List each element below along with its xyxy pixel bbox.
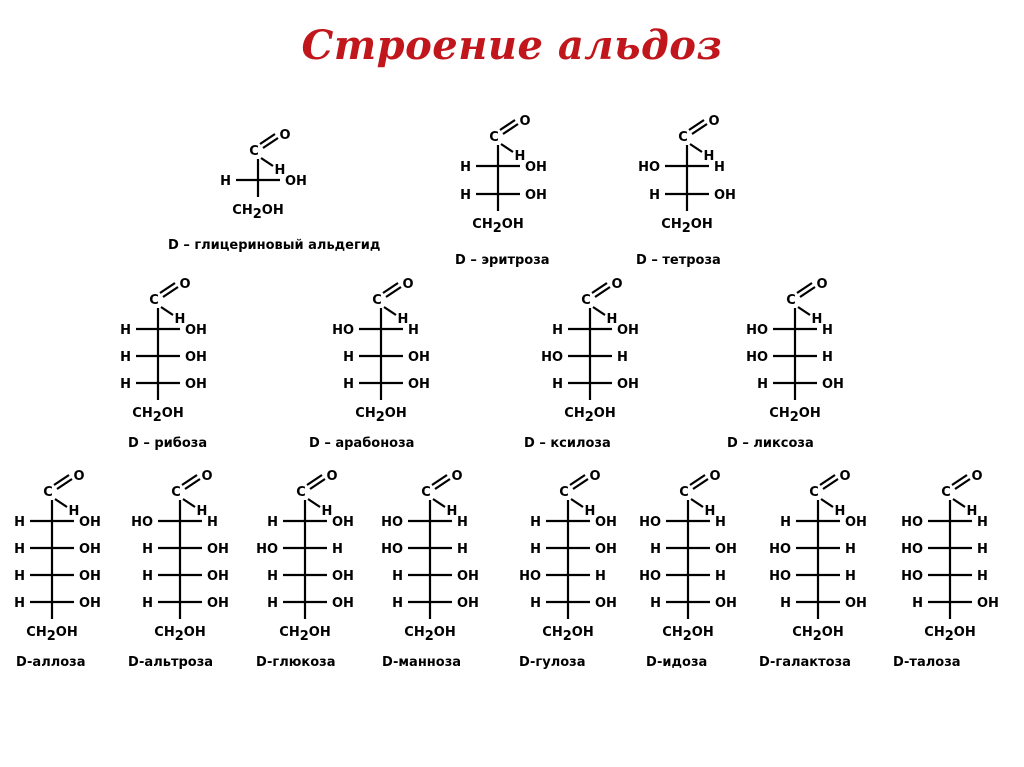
aldehyde-h-bond <box>593 307 605 315</box>
left-substituent-label: HO <box>381 515 403 530</box>
fischer-projection <box>639 469 737 670</box>
aldehyde-carbon-label: C <box>581 293 591 308</box>
molecule-caption: D-глюкоза <box>256 655 336 670</box>
aldehyde-h-bond <box>798 307 810 315</box>
aldehyde-oxygen-label: O <box>971 469 983 484</box>
right-substituent-label: OH <box>79 596 101 611</box>
right-substituent-label: OH <box>617 323 639 338</box>
right-substituent-label: H <box>408 323 419 338</box>
terminal-ch2oh-label: CH2OH <box>26 625 78 644</box>
left-substituent-label: H <box>460 160 471 175</box>
aldehyde-oxygen-label: O <box>708 114 720 129</box>
left-substituent-label: H <box>267 515 278 530</box>
aldehyde-oxygen-label: O <box>589 469 601 484</box>
aldehyde-hydrogen-label: H <box>834 504 846 519</box>
aldehyde-oxygen-label: O <box>611 277 623 292</box>
left-substituent-label: HO <box>639 515 661 530</box>
left-substituent-label: H <box>392 569 403 584</box>
molecule-caption: D – ликсоза <box>727 436 814 451</box>
aldehyde-oxygen-label: O <box>816 277 828 292</box>
right-substituent-label: H <box>457 515 468 530</box>
right-substituent-label: OH <box>332 596 354 611</box>
left-substituent-label: H <box>14 515 25 530</box>
left-substituent-label: HO <box>256 542 278 557</box>
right-substituent-label: OH <box>207 542 229 557</box>
left-substituent-label: H <box>142 569 153 584</box>
right-substituent-label: OH <box>79 515 101 530</box>
left-substituent-label: H <box>780 515 791 530</box>
right-substituent-label: OH <box>595 596 617 611</box>
terminal-ch2oh-label: CH2OH <box>662 625 714 644</box>
right-substituent-label: OH <box>845 596 867 611</box>
aldehyde-h-bond <box>691 499 703 507</box>
fischer-projection <box>128 469 229 670</box>
molecule-caption: D-альтроза <box>128 655 214 670</box>
left-substituent-label: H <box>343 377 354 392</box>
aldehyde-carbon-label: C <box>489 130 499 145</box>
aldehyde-hydrogen-label: H <box>274 163 286 178</box>
right-substituent-label: H <box>715 569 726 584</box>
left-substituent-label: H <box>530 515 541 530</box>
left-substituent-label: HO <box>746 323 768 338</box>
fischer-projection <box>727 277 844 451</box>
aldehyde-oxygen-label: O <box>201 469 213 484</box>
right-substituent-label: OH <box>408 350 430 365</box>
fischer-projection <box>519 469 617 670</box>
molecule-caption: D – эритроза <box>455 253 550 268</box>
right-substituent-label: H <box>822 350 833 365</box>
right-substituent-label: OH <box>845 515 867 530</box>
aldehyde-h-bond <box>261 158 273 166</box>
left-substituent-label: H <box>343 350 354 365</box>
right-substituent-label: OH <box>822 377 844 392</box>
right-substituent-label: OH <box>185 323 207 338</box>
fischer-projection <box>309 277 430 451</box>
right-substituent-label: H <box>977 569 988 584</box>
fischer-projection <box>168 128 380 253</box>
aldehyde-oxygen-label: O <box>839 469 851 484</box>
left-substituent-label: HO <box>332 323 354 338</box>
left-substituent-label: H <box>650 542 661 557</box>
aldehyde-carbon-label: C <box>809 485 819 500</box>
aldehyde-h-bond <box>308 499 320 507</box>
aldehyde-h-bond <box>183 499 195 507</box>
left-substituent-label: HO <box>901 515 923 530</box>
left-substituent-label: HO <box>381 542 403 557</box>
left-substituent-label: H <box>460 188 471 203</box>
aldehyde-h-bond <box>433 499 445 507</box>
left-substituent-label: HO <box>131 515 153 530</box>
molecule-caption: D-талоза <box>893 655 961 670</box>
right-substituent-label: H <box>822 323 833 338</box>
left-substituent-label: H <box>120 377 131 392</box>
aldehyde-hydrogen-label: H <box>68 504 80 519</box>
left-substituent-label: HO <box>901 569 923 584</box>
left-substituent-label: H <box>780 596 791 611</box>
left-substituent-label: HO <box>638 160 660 175</box>
aldehyde-hydrogen-label: H <box>584 504 596 519</box>
aldehyde-oxygen-label: O <box>519 114 531 129</box>
right-substituent-label: OH <box>185 350 207 365</box>
right-substituent-label: OH <box>285 174 307 189</box>
left-substituent-label: H <box>120 350 131 365</box>
left-substituent-label: H <box>757 377 768 392</box>
right-substituent-label: H <box>617 350 628 365</box>
terminal-ch2oh-label: CH2OH <box>792 625 844 644</box>
fischer-projection <box>636 114 736 268</box>
terminal-ch2oh-label: CH2OH <box>661 217 713 236</box>
aldehyde-carbon-label: C <box>171 485 181 500</box>
aldehyde-h-bond <box>501 144 513 152</box>
left-substituent-label: H <box>649 188 660 203</box>
right-substituent-label: H <box>977 542 988 557</box>
right-substituent-label: OH <box>617 377 639 392</box>
right-substituent-label: OH <box>207 569 229 584</box>
left-substituent-label: H <box>142 542 153 557</box>
terminal-ch2oh-label: CH2OH <box>132 406 184 425</box>
aldehyde-hydrogen-label: H <box>606 312 618 327</box>
aldehyde-h-bond <box>161 307 173 315</box>
molecule-caption: D – тетроза <box>636 253 721 268</box>
left-substituent-label: H <box>142 596 153 611</box>
aldehyde-hydrogen-label: H <box>174 312 186 327</box>
aldehyde-h-bond <box>55 499 67 507</box>
right-substituent-label: H <box>595 569 606 584</box>
aldehyde-oxygen-label: O <box>451 469 463 484</box>
left-substituent-label: H <box>392 596 403 611</box>
left-substituent-label: HO <box>746 350 768 365</box>
aldehyde-hydrogen-label: H <box>704 504 716 519</box>
fischer-projection <box>256 469 354 670</box>
aldehyde-hydrogen-label: H <box>703 149 715 164</box>
molecule-caption: D – глицериновый альдегид <box>168 238 381 253</box>
aldehyde-oxygen-label: O <box>179 277 191 292</box>
left-substituent-label: H <box>912 596 923 611</box>
molecule-caption: D – арабоноза <box>309 436 415 451</box>
left-substituent-label: H <box>220 174 231 189</box>
aldehyde-hydrogen-label: H <box>446 504 458 519</box>
left-substituent-label: H <box>552 323 563 338</box>
right-substituent-label: OH <box>977 596 999 611</box>
terminal-ch2oh-label: CH2OH <box>472 217 524 236</box>
right-substituent-label: OH <box>185 377 207 392</box>
terminal-ch2oh-label: CH2OH <box>404 625 456 644</box>
right-substituent-label: OH <box>525 160 547 175</box>
right-substituent-label: H <box>845 542 856 557</box>
molecule-caption: D-манноза <box>382 655 462 670</box>
left-substituent-label: HO <box>769 542 791 557</box>
aldehyde-h-bond <box>571 499 583 507</box>
right-substituent-label: OH <box>525 188 547 203</box>
aldehyde-h-bond <box>953 499 965 507</box>
right-substituent-label: H <box>207 515 218 530</box>
aldehyde-hydrogen-label: H <box>196 504 208 519</box>
aldehyde-oxygen-label: O <box>326 469 338 484</box>
left-substituent-label: HO <box>901 542 923 557</box>
left-substituent-label: HO <box>519 569 541 584</box>
left-substituent-label: H <box>14 569 25 584</box>
left-substituent-label: H <box>14 596 25 611</box>
right-substituent-label: H <box>845 569 856 584</box>
aldehyde-carbon-label: C <box>296 485 306 500</box>
aldehyde-hydrogen-label: H <box>811 312 823 327</box>
aldehyde-hydrogen-label: H <box>966 504 978 519</box>
left-substituent-label: H <box>267 596 278 611</box>
left-substituent-label: H <box>650 596 661 611</box>
fischer-projection <box>759 469 867 670</box>
terminal-ch2oh-label: CH2OH <box>542 625 594 644</box>
right-substituent-label: OH <box>332 569 354 584</box>
terminal-ch2oh-label: CH2OH <box>924 625 976 644</box>
aldehyde-h-bond <box>690 144 702 152</box>
molecule-caption: D – ксилоза <box>524 436 611 451</box>
right-substituent-label: OH <box>457 569 479 584</box>
molecule-caption: D-гулоза <box>519 655 586 670</box>
aldehyde-hydrogen-label: H <box>514 149 526 164</box>
right-substituent-label: H <box>332 542 343 557</box>
terminal-ch2oh-label: CH2OH <box>769 406 821 425</box>
left-substituent-label: H <box>552 377 563 392</box>
aldehyde-carbon-label: C <box>249 144 259 159</box>
right-substituent-label: H <box>715 515 726 530</box>
aldehyde-oxygen-label: O <box>73 469 85 484</box>
left-substituent-label: H <box>120 323 131 338</box>
aldehyde-hydrogen-label: H <box>321 504 333 519</box>
terminal-ch2oh-label: CH2OH <box>564 406 616 425</box>
fischer-projection <box>524 277 639 451</box>
left-substituent-label: HO <box>541 350 563 365</box>
left-substituent-label: H <box>14 542 25 557</box>
aldehyde-h-bond <box>821 499 833 507</box>
right-substituent-label: OH <box>595 515 617 530</box>
page-title: Строение альдоз <box>301 22 723 69</box>
aldehyde-carbon-label: C <box>679 485 689 500</box>
left-substituent-label: H <box>530 542 541 557</box>
fischer-projection <box>381 469 479 670</box>
right-substituent-label: H <box>977 515 988 530</box>
right-substituent-label: OH <box>332 515 354 530</box>
right-substituent-label: OH <box>79 542 101 557</box>
fischer-projection <box>14 469 101 670</box>
left-substituent-label: H <box>530 596 541 611</box>
aldehyde-oxygen-label: O <box>709 469 721 484</box>
right-substituent-label: OH <box>408 377 430 392</box>
right-substituent-label: OH <box>714 188 736 203</box>
aldehyde-carbon-label: C <box>43 485 53 500</box>
aldehyde-carbon-label: C <box>941 485 951 500</box>
molecule-caption: D-галактоза <box>759 655 851 670</box>
terminal-ch2oh-label: CH2OH <box>154 625 206 644</box>
terminal-ch2oh-label: CH2OH <box>232 203 284 222</box>
aldehyde-carbon-label: C <box>149 293 159 308</box>
right-substituent-label: H <box>714 160 725 175</box>
fischer-projection <box>455 114 550 268</box>
fischer-projection <box>893 469 999 670</box>
right-substituent-label: OH <box>715 596 737 611</box>
right-substituent-label: H <box>457 542 468 557</box>
left-substituent-label: HO <box>769 569 791 584</box>
molecule-caption: D – рибоза <box>128 436 208 451</box>
aldehyde-carbon-label: C <box>786 293 796 308</box>
terminal-ch2oh-label: CH2OH <box>355 406 407 425</box>
left-substituent-label: HO <box>639 569 661 584</box>
fischer-projection <box>120 277 207 451</box>
molecule-caption: D-идоза <box>646 655 708 670</box>
aldehyde-h-bond <box>384 307 396 315</box>
aldehyde-carbon-label: C <box>372 293 382 308</box>
aldehyde-carbon-label: C <box>678 130 688 145</box>
right-substituent-label: OH <box>595 542 617 557</box>
aldehyde-oxygen-label: O <box>402 277 414 292</box>
left-substituent-label: H <box>267 569 278 584</box>
right-substituent-label: OH <box>79 569 101 584</box>
aldehyde-carbon-label: C <box>421 485 431 500</box>
terminal-ch2oh-label: CH2OH <box>279 625 331 644</box>
molecule-caption: D-аллоза <box>16 655 86 670</box>
aldehyde-hydrogen-label: H <box>397 312 409 327</box>
aldehyde-oxygen-label: O <box>279 128 291 143</box>
aldehyde-carbon-label: C <box>559 485 569 500</box>
right-substituent-label: OH <box>457 596 479 611</box>
right-substituent-label: OH <box>715 542 737 557</box>
right-substituent-label: OH <box>207 596 229 611</box>
